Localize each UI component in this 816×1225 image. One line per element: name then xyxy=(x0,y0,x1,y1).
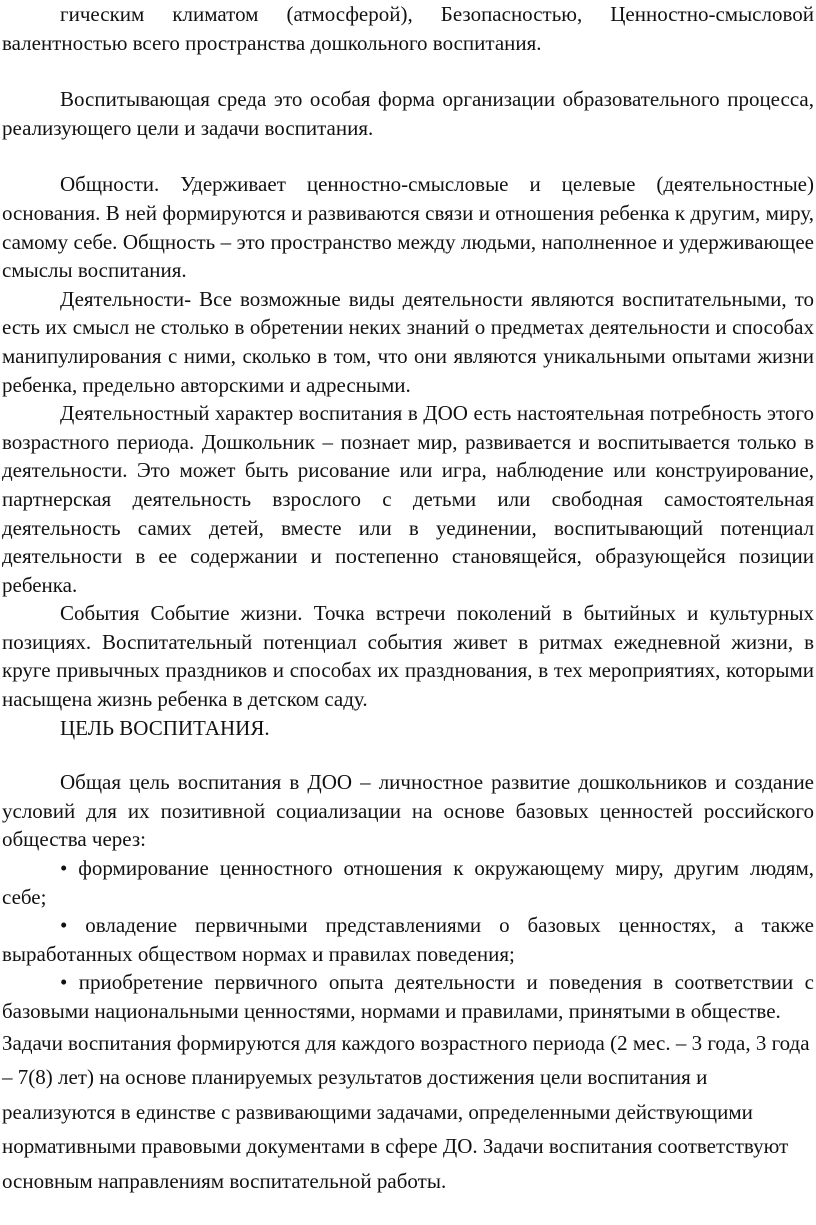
bullet-item: • приобретение первичного опыта деятельности и поведения в соответствии с базовыми национальными ценностями, нормами и правилами, принятыми в обществе. xyxy=(2,970,814,1023)
paragraph-communities: Общности. Удерживает ценностно-смысловые и целевые (деятельностные) основания. В ней формируются и развиваются связи и отношения ребенка к другим, миру, самому себе. Общность – это пространство между людьми, наполненное и удерживающее смыслы воспитания. xyxy=(2,172,814,283)
paragraph-general-goal: Общая цель воспитания в ДОО – личностное развитие дошкольников и создание условий для их позитивной социализации на основе базовых ценностей российского общества через: xyxy=(2,770,814,852)
paragraph-activity-character: Деятельностный характер воспитания в ДОО есть настоятельная потребность этого возрастного периода. Дошкольник – познает мир, развивается и воспитывается только в деятельности. Это может быть рисование или игра, наблюдение или конструирование, партнерская деятельность взрослого с детьми или свободная самостоятельная деятельность самих детей, вместе или в уединении, воспитывающий потенциал деятельности в ее содержании и постепенно становящейся, образующейся позиции ребенка. xyxy=(2,401,814,597)
spacer xyxy=(2,57,814,85)
spacer xyxy=(2,142,814,170)
bullet-item: • формирование ценностного отношения к окружающему миру, другим людям, себе; xyxy=(2,856,814,909)
spacer xyxy=(2,742,814,768)
heading-goal: ЦЕЛЬ ВОСПИТАНИЯ. xyxy=(60,715,270,740)
paragraph-intro-continuation: гическим климатом (атмосферой), Безопасностью, Ценностно-смысловой валентностью всего пространства дошкольного воспитания. xyxy=(2,2,814,55)
paragraph-activities: Деятельности- Все возможные виды деятельности являются воспитательными, то есть их смысл не столько в обретении неких знаний о предметах деятельности и способах манипулирования с ними, сколько в том, что они являются уникальными опытами жизни ребенка, предельно авторскими и адресными. xyxy=(2,286,814,397)
paragraph-events: События Событие жизни. Точка встречи поколений в бытийных и культурных позициях. Воспитательный потенциал события живет в ритмах ежедневной жизни, в круге привычных праздников и способах их празднования, в тех мероприятиях, которыми насыщена жизнь ребенка в детском саду. xyxy=(2,601,814,712)
paragraph-environment: Воспитывающая среда это особая форма организации образовательного процесса, реализующего цели и задачи воспитания. xyxy=(2,87,814,140)
paragraph-tasks: Задачи воспитания формируются для каждого возрастного периода (2 мес. – 3 года, 3 года – 7(8) лет) на основе планируемых результатов достижения цели воспитания и реализуются в единстве с развивающими задачами, определенными действующими нормативными правовыми документами в сфере ДО. Задачи воспитания соответствуют основным направлениям воспитательной работы. xyxy=(2,1030,810,1193)
bullet-item: • овладение первичными представлениями о базовых ценностях, а также выработанных обществом нормах и правилах поведения; xyxy=(2,913,814,966)
document-page xyxy=(2,0,814,1198)
